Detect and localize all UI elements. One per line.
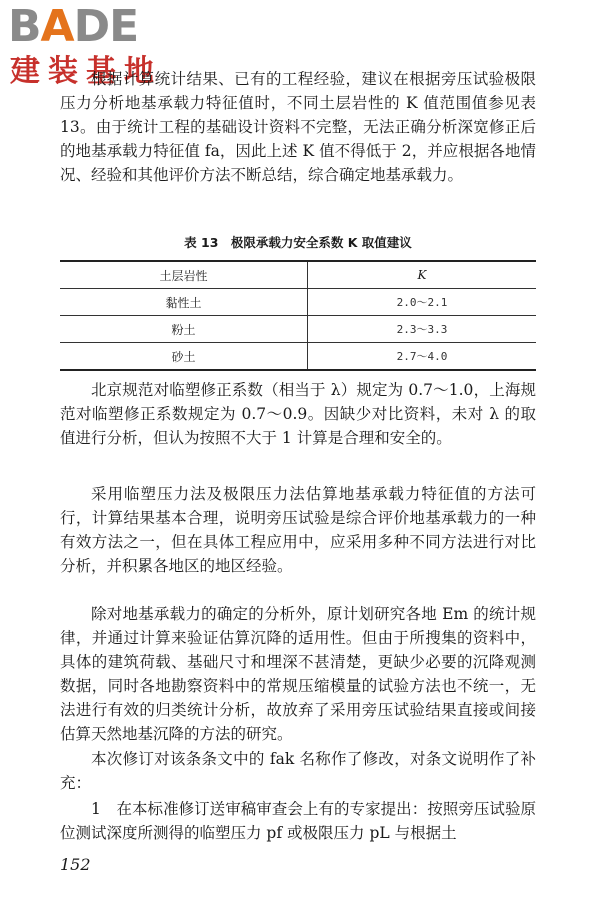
table-row — [60, 343, 536, 371]
table-header-row — [60, 261, 536, 289]
table-title: 表 13 极限承载力安全系数 K 取值建议 — [184, 235, 412, 250]
table-row — [60, 289, 536, 316]
body-paragraph-item-1: 1 在本标准修订送审稿审查会上有的专家提出：按照旁压试验原位测试深度所测得的临塑压力 pf 或极限压力 pL 与根据土 — [60, 800, 536, 842]
header-k: K — [308, 261, 536, 289]
header-soil-type: 土层岩性 — [60, 261, 308, 289]
cell-soil: 粉土 — [60, 316, 308, 343]
cell-soil: 黏性土 — [60, 289, 308, 316]
table-row — [60, 316, 536, 343]
logo-subtitle: 建装基地 — [10, 54, 162, 89]
logo-wordmark: BADE — [8, 1, 139, 52]
body-paragraph-revision: 本次修订对该条条文中的 fak 名称作了修改，对条文说明作了补充： — [60, 750, 536, 792]
body-paragraph-method: 采用临塑压力法及极限压力法估算地基承载力特征值的方法可行，计算结果基本合理，说明旁压试验是综合评价地基承载力的一种有效方法之一，但在具体工程应用中，应采用多种不同方法进行对比分析，并积累各地区的地区经验。 — [60, 485, 536, 575]
body-paragraph-beijing: 北京规范对临塑修正系数（相当于 λ）规定为 0.7～1.0，上海规范对临塑修正系数规定为 0.7～0.9。因缺少对比资料，未对 λ 的取值进行分析，但认为按照不大于 1 计算是合理和安全的。 — [60, 381, 536, 447]
safety-factor-table — [60, 260, 536, 371]
body-paragraph-em: 除对地基承载力的确定的分析外，原计划研究各地 Em 的统计规律，并通过计算来验证估算沉降的适用性。但由于所搜集的资料中，具体的建筑荷载、基础尺寸和埋深不甚清楚，更缺少必要的沉降观测数据，同时各地勘察资料中的常规压缩模量的试验方法也不统一，无法进行有效的归类统计分析，故放弃了采用旁压试验结果直接或间接估算天然地基沉降的方法的研究。 — [60, 605, 536, 743]
cell-k-range: 2.3～3.3 — [308, 316, 536, 343]
cell-k-range: 2.7～4.0 — [308, 343, 536, 371]
cell-soil: 砂土 — [60, 343, 308, 371]
intro-paragraph: 根据计算统计结果、已有的工程经验，建议在根据旁压试验极限压力分析地基承载力特征值时，不同土层岩性的 K 值范围值参见表 13。由于统计工程的基础设计资料不完整，无法正确分析深宽修正后的地基承载力特征值 fa，因此上述 K 值不得低于 2，并应根据各地情况、经验和其他评价方法不断总结，综合确定地基承载力。 — [60, 70, 536, 184]
page-number: 152 — [60, 855, 91, 874]
cell-k-range: 2.0～2.1 — [308, 289, 536, 316]
